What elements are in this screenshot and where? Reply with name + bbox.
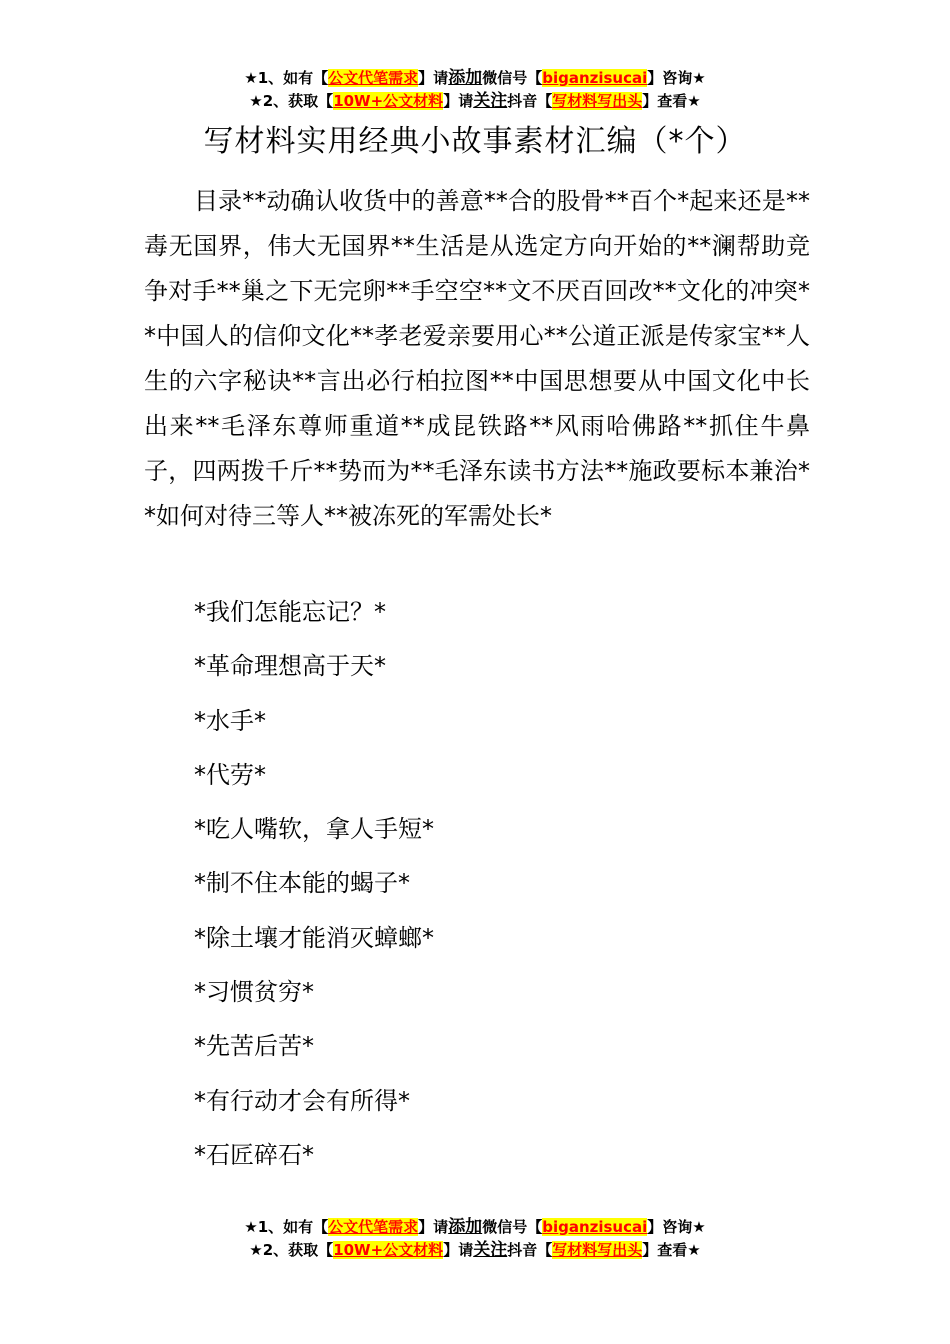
materials-highlight: 10W+公文材料 [333, 1241, 444, 1259]
story-item: *先苦后苦* [194, 1032, 314, 1061]
banner-line-1: ★1、如有【公文代笔需求】请添加微信号【biganzisucai】咨询★ [244, 1217, 706, 1237]
douyin-account: 写材料写出头 [552, 1241, 643, 1259]
header-banner [0, 67, 950, 113]
story-item: *吃人嘴软，拿人手短* [194, 815, 434, 844]
douyin-account: 写材料写出头 [552, 92, 643, 110]
story-item: *代劳* [194, 760, 266, 789]
service-highlight: 公文代笔需求 [328, 1218, 419, 1236]
wechat-id: biganzisucai [542, 1218, 648, 1236]
document-title: 写材料实用经典小故事素材汇编（*个） [203, 124, 747, 159]
story-item: *除土壤才能消灭蟑螂* [194, 923, 434, 952]
banner-line-1: ★1、如有【公文代笔需求】请添加微信号【biganzisucai】咨询★ [244, 68, 706, 88]
banner-line-2: ★2、获取【10W+公文材料】请关注抖音【写材料写出头】查看★ [249, 91, 701, 111]
story-item: *有行动才会有所得* [194, 1086, 410, 1115]
story-item: *石匠碎石* [194, 1140, 314, 1169]
wechat-id: biganzisucai [542, 69, 648, 87]
story-item: *水手* [194, 706, 266, 735]
toc-paragraph: 目录**动确认收货中的善意**合的股骨**百个*起来还是**毒无国界，伟大无国界**生活是从选定方向开始的**澜帮助竞争对手**巢之下无完卵**手空空**文不厌百回改**文化的冲突**中国人的信仰文化**孝老爱亲要用心**公道正派是传家宝**人生的六字秘诀**言出必行柏拉图**中国思想要从中国文化中长出来**毛泽东尊师重道**成昆铁路**风雨哈佛路**抓住牛鼻子，四两拨千斤**势而为**毛泽东读书方法**施政要标本兼治**如何对待三等人**被冻死的军需处长* [144, 187, 810, 530]
service-highlight: 公文代笔需求 [328, 69, 419, 87]
story-item: *制不住本能的蝎子* [194, 869, 410, 898]
banner-line-2: ★2、获取【10W+公文材料】请关注抖音【写材料写出头】查看★ [249, 1240, 701, 1260]
story-list [194, 585, 810, 1182]
materials-highlight: 10W+公文材料 [333, 92, 444, 110]
story-item: *习惯贫穷* [194, 978, 314, 1007]
story-item: *革命理想高于天* [194, 652, 386, 681]
footer-banner [0, 1216, 950, 1262]
story-item: *我们怎能忘记？* [194, 598, 386, 626]
